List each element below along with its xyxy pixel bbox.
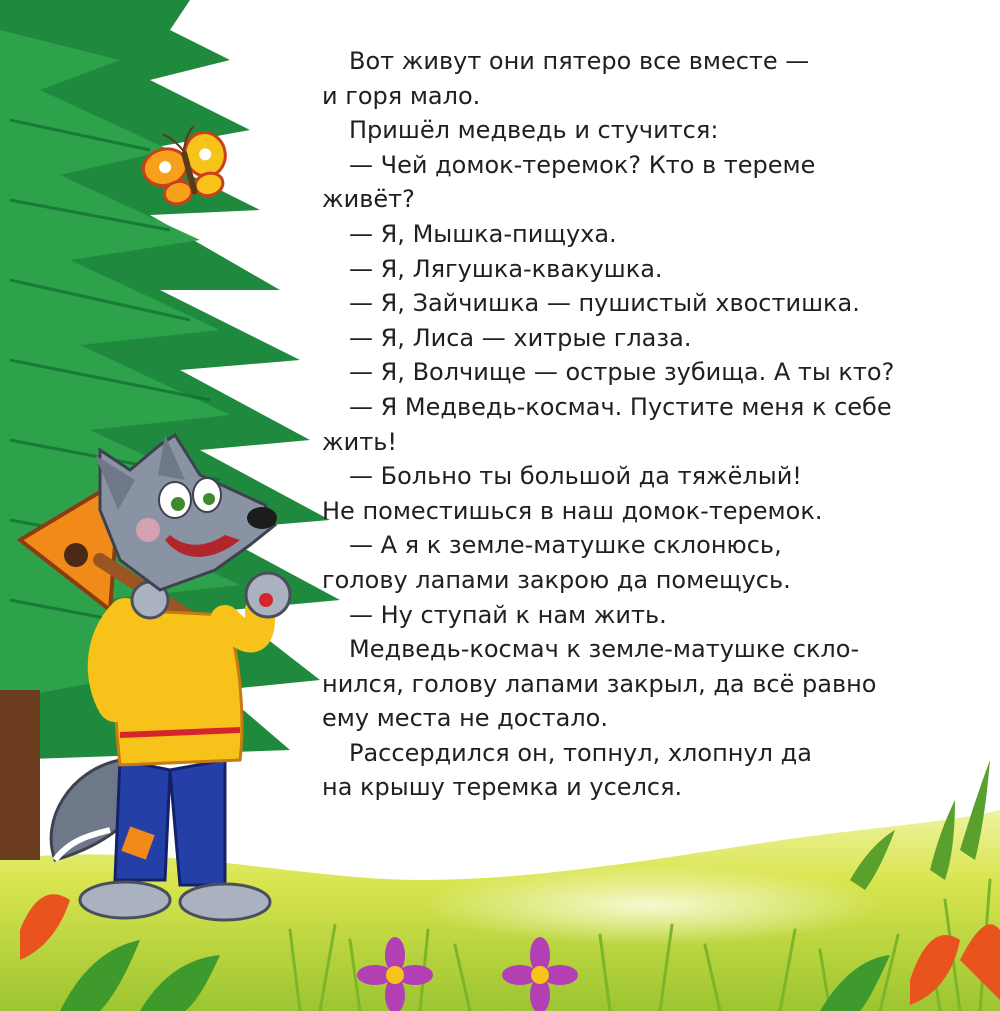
story-line: Вот живут они пятеро все вместе —	[349, 47, 810, 75]
story-line: и горя мало.	[322, 81, 481, 110]
story-line: нился, голову лапами закрыл, да всё равно	[322, 669, 877, 698]
story-line: живёт?	[322, 185, 415, 214]
story-line: — Я, Лиса — хитрые глаза.	[349, 323, 692, 352]
story-line: Рассердился он, топнул, хлопнул да	[349, 738, 812, 767]
story-line: на крышу теремка и уселся.	[322, 773, 683, 802]
story-line: жить!	[322, 427, 397, 456]
story-line: ему места не достало.	[322, 704, 608, 733]
story-line: — Я, Мышка-пищуха.	[349, 219, 617, 248]
story-line: — А я к земле-матушке склонюсь,	[349, 531, 782, 560]
story-line: Не поместишься в наш домок-теремок.	[322, 496, 823, 525]
story-line: — Я, Волчище — острые зубища. А ты кто?	[349, 358, 895, 387]
story-line: — Я, Зайчишка — пушистый хвостишка.	[349, 289, 860, 318]
story-line: голову лапами закрою да помещусь.	[322, 565, 791, 594]
story-line: — Я, Лягушка-квакушка.	[349, 254, 663, 283]
story-line: — Я Медведь-космач. Пустите меня к себе	[349, 392, 892, 421]
story-line: Медведь-космач к земле-матушке скло-	[349, 635, 860, 664]
story-text	[322, 44, 972, 805]
story-line: Пришёл медведь и стучится:	[349, 116, 719, 145]
story-line: — Ну ступай к нам жить.	[349, 600, 667, 629]
story-line: — Чей домок-теремок? Кто в тереме	[349, 150, 816, 179]
story-line: — Больно ты большой да тяжёлый!	[349, 462, 802, 491]
